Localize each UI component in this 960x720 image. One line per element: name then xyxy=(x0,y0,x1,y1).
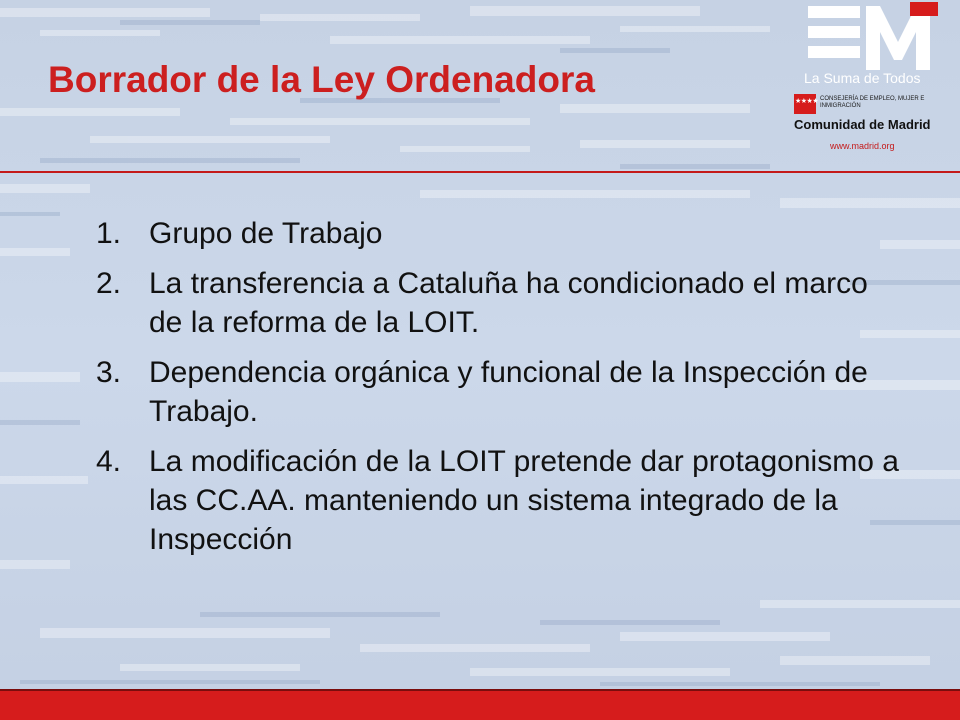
flag-stars: ★★★★ xyxy=(795,98,819,105)
agenda-list xyxy=(96,214,906,570)
list-item-number: 3. xyxy=(96,356,122,389)
list-item xyxy=(96,264,906,342)
list-item-text: La modificación de la LOIT pretende dar protagonismo a las CC.AA. manteniendo un sistema integrado de la Inspección xyxy=(149,445,899,556)
list-item-number: 2. xyxy=(96,267,122,300)
logo-website: www.madrid.org xyxy=(830,141,895,151)
slide-title: Borrador de la Ley Ordenadora xyxy=(48,59,595,100)
footer-band-edge xyxy=(0,689,960,691)
logo-organization: Comunidad de Madrid xyxy=(794,117,931,132)
logo-department: CONSEJERÍA DE EMPLEO, MUJER E INMIGRACIÓN xyxy=(820,96,925,109)
list-item-number: 1. xyxy=(96,217,122,250)
list-item-number: 4. xyxy=(96,445,122,478)
list-item-text: Grupo de Trabajo xyxy=(149,217,383,250)
list-item-text: Dependencia orgánica y funcional de la Inspección de Trabajo. xyxy=(149,356,868,428)
comunidad-de-madrid-logo xyxy=(784,0,960,160)
madrid-m-logo-icon xyxy=(806,2,938,70)
madrid-flag-icon xyxy=(794,94,819,114)
list-item xyxy=(96,442,906,559)
list-item xyxy=(96,214,906,253)
title-divider xyxy=(0,171,960,173)
list-item xyxy=(96,353,906,431)
footer-band xyxy=(0,689,960,720)
logo-slogan: La Suma de Todos xyxy=(804,70,921,86)
list-item-text: La transferencia a Cataluña ha condicionado el marco de la reforma de la LOIT. xyxy=(149,267,868,339)
